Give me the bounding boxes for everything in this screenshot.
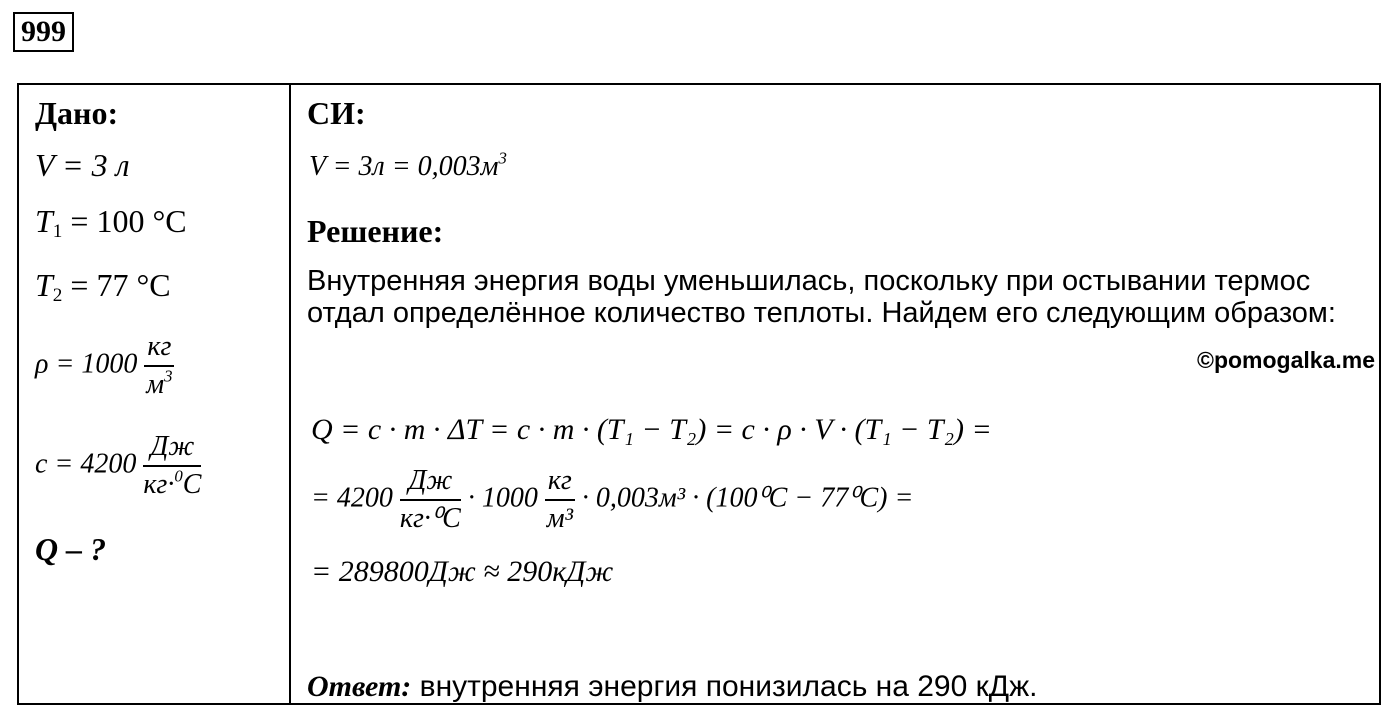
answer-text: внутренняя энергия понизилась на 290 кДж. <box>411 670 1038 703</box>
eq-fraction-1: $\frac{Дж}{\text{кг·⁰C}}$ <box>399 465 461 534</box>
density-unit-den: $м^3$ <box>146 366 173 400</box>
given-volume: V = 3 л <box>35 147 130 183</box>
problem-number: 999 <box>13 12 74 52</box>
t1-value: = 100 °C <box>62 203 187 239</box>
given-temp1 <box>35 203 187 250</box>
solution-text: Внутренняя энергия воды уменьшилась, поскольку при остывании термос отдал определённое количество теплоты. Найдем его следующим образом: <box>307 265 1336 329</box>
heat-left: c = 4200 <box>35 448 137 480</box>
solution-table <box>17 83 1381 705</box>
eq-fraction-2: $\frac{кг}{\text{м³}}$ <box>546 465 573 534</box>
answer <box>307 669 1037 705</box>
t1-subscript: 1 <box>52 220 63 242</box>
t2-value: = 77 °C <box>62 267 171 303</box>
answer-label: Ответ: <box>307 670 412 703</box>
given-heading: Дано: <box>35 95 119 131</box>
given-specific-heat <box>35 429 201 503</box>
density-unit-num: кг <box>144 329 174 367</box>
given-temp2 <box>35 267 171 314</box>
t1-symbol: T <box>35 203 53 239</box>
heat-unit-num: Дж <box>143 429 201 467</box>
equation-line-1: Q = c · m · ΔT = c · m · (T₁ − T₂) = c · ρ · V · (T₁ − T₂) = <box>311 413 992 446</box>
t2-symbol: T <box>35 267 53 303</box>
watermark: ©pomogalka.me <box>1197 347 1375 373</box>
solution-heading: Решение: <box>307 213 444 249</box>
t2-subscript: 2 <box>52 284 63 306</box>
solution-column <box>291 85 1379 703</box>
given-density <box>35 329 174 403</box>
density-unit-fraction <box>144 329 174 403</box>
density-left: ρ = 1000 <box>35 348 138 380</box>
equation-line-2: = 4200 $\frac{Дж}{\text{кг·⁰C}}$ · 1000 $\frac{кг}{\text{м³}}$ · 0,003м³ · (100⁰C − 77⁰C) = <box>311 463 913 537</box>
si-heading: СИ: <box>307 95 366 131</box>
given-find: Q – ? <box>35 531 107 567</box>
equation-line-3: = 289800Дж ≈ 290кДж <box>311 555 614 588</box>
si-conversion: $V = 3л = 0,003м^3$ <box>309 148 507 182</box>
heat-unit-den: кг·$^0$C <box>143 466 202 500</box>
heat-unit-fraction <box>143 429 201 503</box>
given-column <box>19 85 291 703</box>
